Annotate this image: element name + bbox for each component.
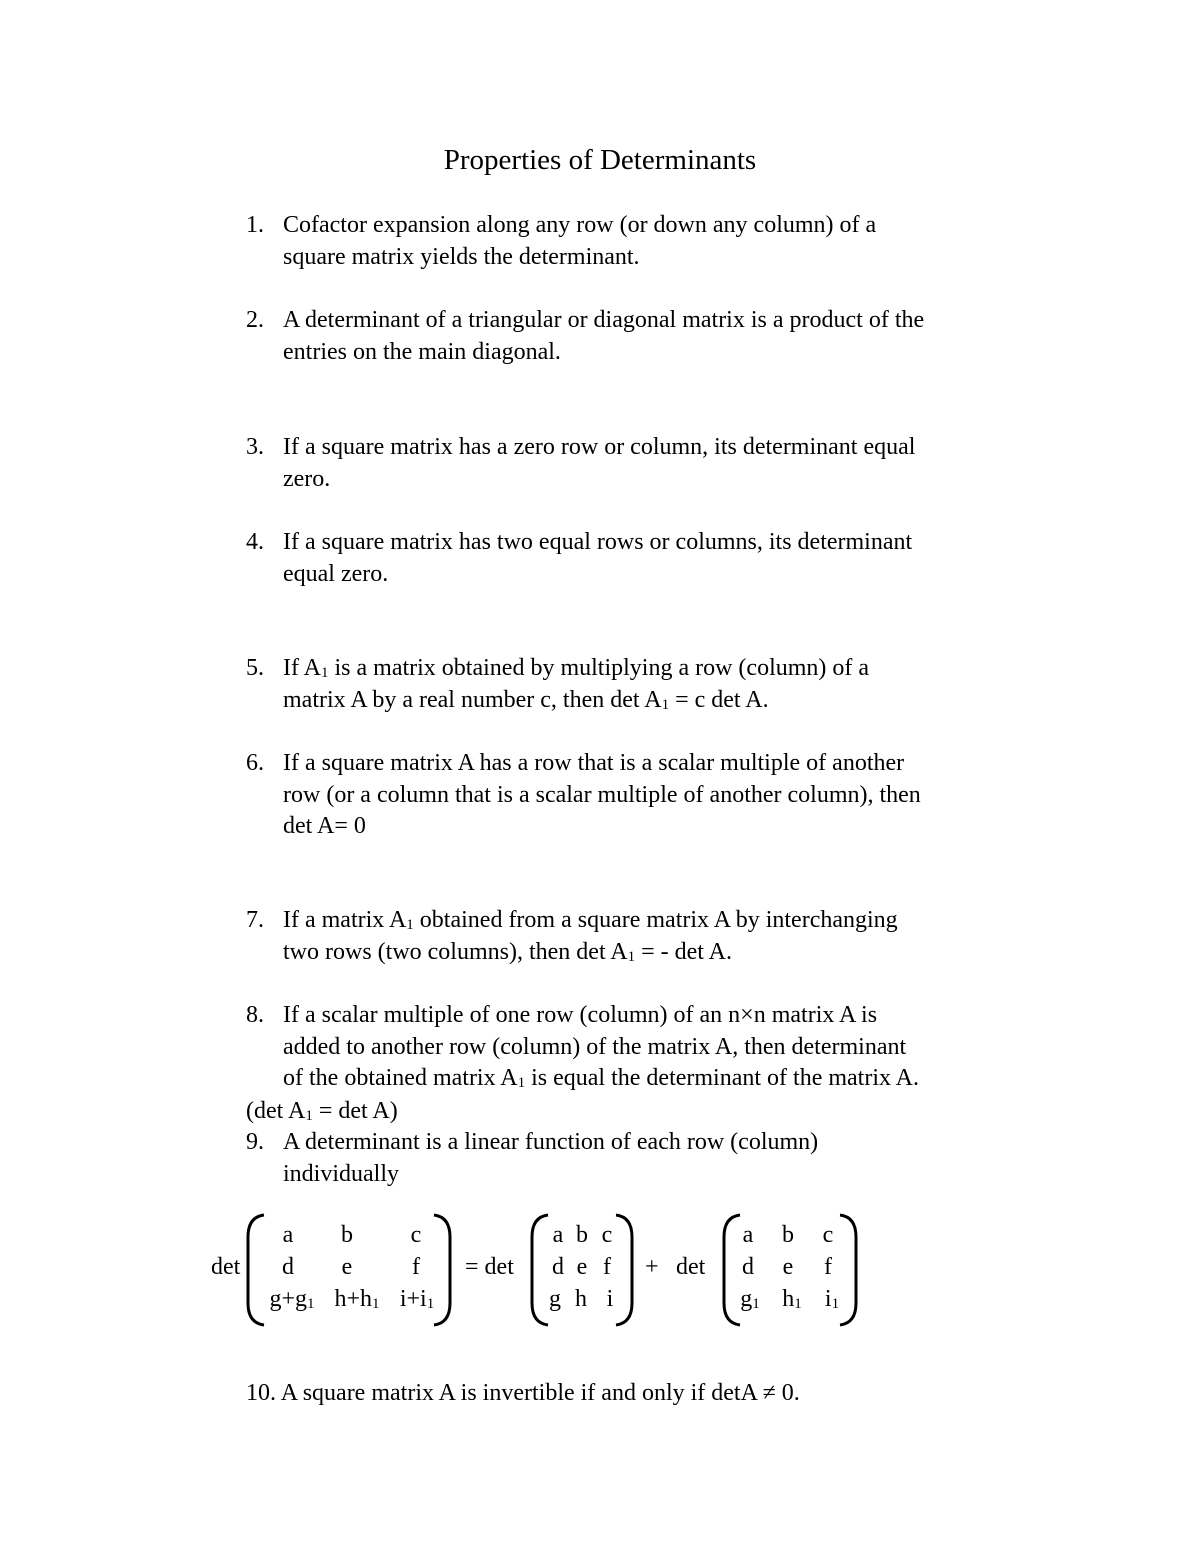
item-text-line: If a square matrix A has a row that is a scalar multiple of another: [283, 750, 905, 776]
item-text-line: If a square matrix has a zero row or column, its determinant equal: [283, 434, 916, 460]
item-text-line: individually: [283, 1160, 399, 1187]
matrix2-cell: a: [552, 1222, 564, 1248]
matrix3-cell: e: [782, 1254, 794, 1280]
det-label-2: det: [676, 1254, 706, 1280]
item-number: 9.: [246, 1129, 264, 1155]
list-item-10: [246, 1378, 800, 1410]
item-text-line: If a matrix $A_1$ obtained from a square matrix A by interchanging: [283, 907, 898, 933]
item-text-line: row (or a column that is a scalar multiple of another column), then: [283, 781, 921, 808]
item-number: 3.: [246, 434, 264, 460]
matrix2-cell: f: [603, 1254, 611, 1280]
matrix2-cell: d: [552, 1254, 564, 1280]
matrix3-cell: d: [742, 1254, 754, 1280]
item-number: 10.: [246, 1380, 276, 1406]
item-text-line: equal zero.: [283, 560, 389, 587]
item-number: 8.: [246, 1002, 264, 1028]
item-text-line: A determinant of a triangular or diagonal matrix is a product of the: [283, 307, 925, 333]
linearity-equation: [0, 1210, 1200, 1330]
item-text-line: A determinant is a linear function of each row (column): [283, 1129, 819, 1155]
item-text-line: two rows (two columns), then $\det A_1$ = - det A.: [283, 938, 732, 965]
matrix1-cell: $i+i_1$: [399, 1286, 435, 1312]
matrix3-cell: f: [824, 1254, 832, 1280]
item-number: 7.: [246, 907, 264, 933]
item-text-line: If a square matrix has two equal rows or columns, its determinant: [283, 529, 913, 555]
item-number: 1.: [246, 212, 264, 238]
item-text-line: Cofactor expansion along any row (or down any column) of a: [283, 212, 877, 238]
item-text-line: det A= 0: [283, 813, 366, 839]
item-text-line: of the obtained matrix $A_1$ is equal the determinant of the matrix A.: [283, 1065, 919, 1091]
equals-det-label: = det: [465, 1254, 514, 1280]
item-number: 2.: [246, 307, 264, 333]
page-title: Properties of Determinants: [443, 144, 757, 176]
plus-sign: +: [645, 1254, 659, 1280]
matrix2-cell: e: [576, 1254, 588, 1280]
matrix3-cell: $i_1$: [824, 1286, 840, 1312]
item-text-line: square matrix yields the determinant.: [283, 243, 640, 270]
matrix3-cell: $g_1$: [740, 1286, 760, 1312]
item-number: 4.: [246, 529, 264, 555]
matrix1-cell: c: [410, 1222, 422, 1248]
item-text-line: entries on the main diagonal.: [283, 338, 561, 365]
matrix1-cell: $h+h_1$: [334, 1286, 380, 1312]
item-text-line: zero.: [283, 465, 331, 492]
matrix2-cell: h: [575, 1286, 587, 1312]
matrix1-right-bracket: [430, 1213, 454, 1327]
matrix1-cell: f: [412, 1254, 420, 1280]
item-number: 5.: [246, 655, 264, 681]
matrix2-cell: g: [549, 1286, 561, 1312]
item-text-line: matrix A by a real number c, then $\det A_1 = c$ det A.: [283, 686, 769, 713]
matrix3-cell: b: [782, 1222, 794, 1248]
matrix1-cell: $g+g_1$: [269, 1286, 315, 1312]
matrix1-cell: b: [341, 1222, 353, 1248]
matrix2-cell: b: [576, 1222, 588, 1248]
matrix3-cell: a: [742, 1222, 754, 1248]
matrix1-cell: a: [282, 1222, 294, 1248]
matrix2-cell: c: [601, 1222, 613, 1248]
matrix3-right-bracket: [836, 1213, 860, 1327]
det-equality-note: (det $A_1 = \det A$): [246, 1098, 398, 1124]
matrix1-left-bracket: [244, 1213, 268, 1327]
item-number: 6.: [246, 750, 264, 776]
item-text-line: If $A_1$ is a matrix obtained by multiplying a row (column) of a: [283, 655, 870, 681]
item-text-line: If a scalar multiple of one row (column) of an n×n matrix A is: [283, 1002, 878, 1028]
matrix1-cell: d: [282, 1254, 294, 1280]
matrix2-right-bracket: [612, 1213, 636, 1327]
matrix3-cell: c: [822, 1222, 834, 1248]
item-text-line: A square matrix A is invertible if and only if detA ≠ 0.: [280, 1380, 800, 1406]
matrix3-cell: $h_1$: [782, 1286, 802, 1312]
matrix1-cell: e: [341, 1254, 353, 1280]
matrix2-cell: i: [606, 1286, 614, 1312]
item-text-line: added to another row (column) of the matrix A, then determinant: [283, 1033, 907, 1060]
det-label: det: [211, 1254, 241, 1280]
